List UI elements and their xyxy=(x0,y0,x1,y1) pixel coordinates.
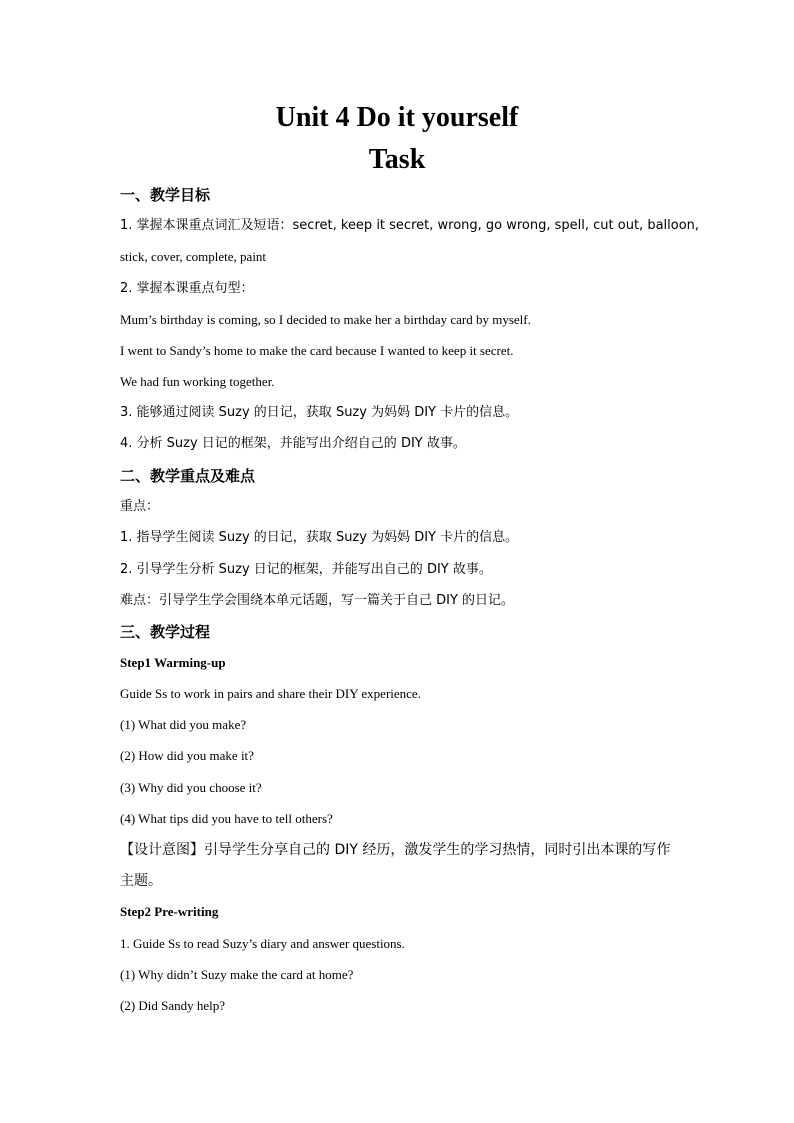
question-3: (3) Why did you choose it? xyxy=(120,780,262,795)
step-1-guide: Guide Ss to work in pairs and share their DIY experience. xyxy=(120,686,421,701)
objective-2: 2. 掌握本课重点句型： xyxy=(120,281,254,296)
design-intent-line-2: 主题。 xyxy=(120,873,162,889)
step-1-heading: Step1 Warming-up xyxy=(120,655,226,670)
section-heading-key-points: 二、教学重点及难点 xyxy=(120,467,256,485)
pre-writing-question-1: (1) Why didn’t Suzy make the card at home? xyxy=(120,967,354,982)
key-sentence-2: I went to Sandy’s home to make the card because I wanted to keep it secret. xyxy=(120,343,514,358)
step-2-heading: Step2 Pre-writing xyxy=(120,904,219,919)
design-intent-line-1: 【设计意图】引导学生分享自己的 DIY 经历，激发学生的学习热情，同时引出本课的写作 xyxy=(120,842,671,858)
step-2-guide: 1. Guide Ss to read Suzy’s diary and answer questions. xyxy=(120,936,405,951)
question-4: (4) What tips did you have to tell others? xyxy=(120,811,333,826)
question-2: (2) How did you make it? xyxy=(120,748,254,763)
key-points-label: 重点： xyxy=(120,499,160,514)
key-sentence-1: Mum’s birthday is coming, so I decided to make her a birthday card by myself. xyxy=(120,312,531,327)
question-1: (1) What did you make? xyxy=(120,717,247,732)
objective-1-line-2: stick, cover, complete, paint xyxy=(120,249,267,264)
objective-1-line-1: 1. 掌握本课重点词汇及短语：secret, keep it secret, wrong, go wrong, spell, cut out, balloon, xyxy=(120,218,700,233)
objective-4: 4. 分析 Suzy 日记的框架，并能写出介绍自己的 DIY 故事。 xyxy=(120,436,466,451)
key-point-1: 1. 指导学生阅读 Suzy 的日记，获取 Suzy 为妈妈 DIY 卡片的信息。 xyxy=(120,530,519,545)
section-heading-objectives: 一、教学目标 xyxy=(120,186,211,204)
section-heading-process: 三、教学过程 xyxy=(120,623,211,641)
objective-3: 3. 能够通过阅读 Suzy 的日记，获取 Suzy 为妈妈 DIY 卡片的信息。 xyxy=(120,405,519,420)
pre-writing-question-2: (2) Did Sandy help? xyxy=(120,998,226,1013)
document-subtitle: Task xyxy=(368,144,426,175)
difficulty-point: 难点：引导学生学会围绕本单元话题，写一篇关于自己 DIY 的日记。 xyxy=(120,593,515,608)
key-sentence-3: We had fun working together. xyxy=(120,374,275,389)
document-title: Unit 4 Do it yourself xyxy=(275,102,519,133)
key-point-2: 2. 引导学生分析 Suzy 日记的框架，并能写出自己的 DIY 故事。 xyxy=(120,562,492,577)
